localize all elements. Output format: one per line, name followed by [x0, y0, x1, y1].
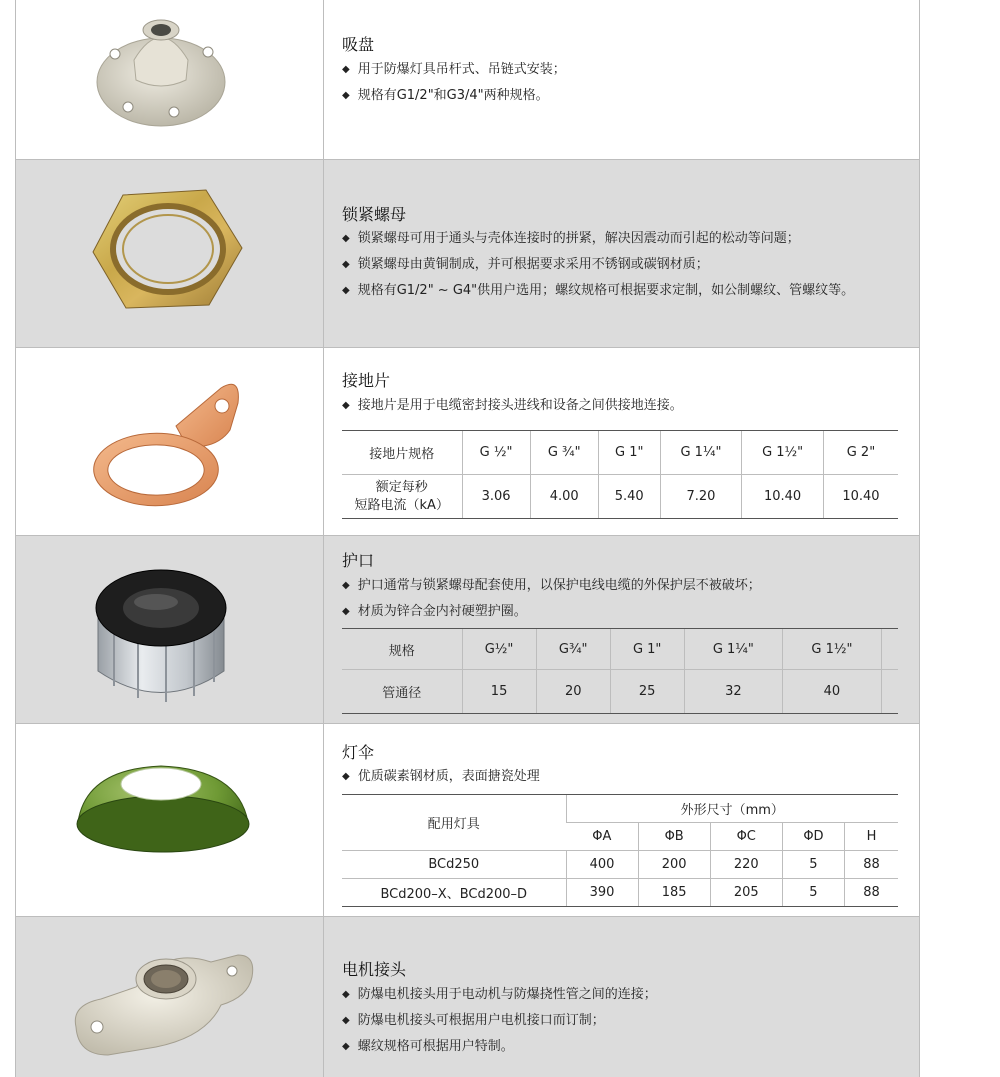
table-header-cell: ΦB: [638, 823, 710, 851]
row-label-line: 额定每秒: [375, 479, 428, 495]
table-header-cell: 规格: [342, 629, 462, 670]
product-title: 电机接头: [342, 960, 407, 979]
product-text-cell: [324, 0, 919, 159]
table-cell: 25: [610, 670, 684, 714]
lamp-shade-image: [16, 724, 323, 916]
product-row-motor-connector: [16, 917, 919, 1077]
product-row-suction-cup: [16, 0, 919, 160]
table-header-cell: G 1½": [742, 431, 824, 475]
table-header-cell: G½": [462, 629, 536, 670]
table-header-cell: G 1": [610, 629, 684, 670]
product-sheet: [15, 0, 920, 1077]
suction-cup-image: [16, 0, 323, 159]
lamp-shade-spec-table: [342, 794, 898, 907]
product-title: 接地片: [342, 371, 391, 390]
product-bullets: [342, 573, 761, 625]
lock-nut-image: [16, 160, 323, 347]
bullet-item: ◆ 规格有G1/2" ~ G4"供用户选用；螺纹规格可根据要求定制，如公制螺纹、管螺纹等。: [342, 278, 854, 304]
table-header-cell: G 1¼": [684, 629, 783, 670]
table-cell: 390: [566, 879, 638, 907]
table-cell: 400: [566, 851, 638, 879]
product-bullets: [342, 226, 854, 304]
table-cell: 15: [462, 670, 536, 714]
bullet-item: ◆ 护口通常与锁紧螺母配套使用，以保护电线电缆的外保护层不被破坏；: [342, 573, 761, 599]
product-text-cell: [324, 917, 919, 1077]
product-text-cell: [324, 724, 919, 916]
product-text-cell: [324, 160, 919, 347]
product-image-cell: [16, 536, 324, 723]
table-header-cell: 配用灯具: [342, 795, 566, 851]
table-cell: 40: [783, 670, 882, 714]
table-row-label: 管通径: [342, 670, 462, 714]
table-cell: 4.00: [530, 475, 598, 519]
bullet-item: ◆ 接地片是用于电缆密封接头进线和设备之间供接地连接。: [342, 393, 683, 419]
product-image-cell: [16, 0, 324, 159]
bullet-item: ◆ 规格有G1/2"和G3/4"两种规格。: [342, 83, 566, 109]
product-bullets: [342, 764, 540, 790]
product-image-cell: [16, 348, 324, 535]
table-cell: 20: [536, 670, 610, 714]
bushing-spec-table: [342, 628, 898, 714]
bullet-item: ◆ 螺纹规格可根据用户特制。: [342, 1034, 657, 1060]
bullet-item: ◆ 防爆电机接头可根据用户电机接口而订制；: [342, 1008, 657, 1034]
bullet-item: ◆ 防爆电机接头用于电动机与防爆挠性管之间的连接；: [342, 982, 657, 1008]
table-header-cell: [881, 629, 898, 670]
table-row-label: BCd200–X、BCd200–D: [342, 879, 566, 907]
table-cell: 7.20: [660, 475, 742, 519]
table-cell: 10.40: [742, 475, 824, 519]
table-cell: 3.06: [462, 475, 530, 519]
bullet-item: ◆ 材质为锌合金内衬硬塑护圈。: [342, 599, 761, 625]
bullet-item: ◆ 锁紧螺母可用于通头与壳体连接时的拼紧，解决因震动而引起的松动等问题；: [342, 226, 854, 252]
table-cell: 220: [710, 851, 782, 879]
grounding-plate-image: [16, 348, 323, 535]
table-header-cell: ΦD: [782, 823, 844, 851]
product-title: 锁紧螺母: [342, 205, 407, 224]
bullet-item: ◆ 锁紧螺母由黄铜制成，并可根据要求采用不锈钢或碳钢材质；: [342, 252, 854, 278]
table-cell: [881, 670, 898, 714]
table-header-cell: ΦA: [566, 823, 638, 851]
table-header-cell: G ½": [462, 431, 530, 475]
bushing-image: [16, 536, 323, 723]
table-header-cell: G ¾": [530, 431, 598, 475]
table-cell: 88: [845, 851, 898, 879]
product-bullets: [342, 393, 683, 419]
product-title: 灯伞: [342, 743, 375, 762]
table-cell: 200: [638, 851, 710, 879]
product-image-cell: [16, 160, 324, 347]
product-image-cell: [16, 724, 324, 916]
product-row-lamp-shade: [16, 724, 919, 917]
row-label-line: 短路电流（kA）: [354, 497, 449, 513]
product-bullets: [342, 982, 657, 1060]
table-header-cell: H: [845, 823, 898, 851]
grounding-spec-table: [342, 430, 898, 519]
product-text-cell: [324, 348, 919, 535]
bullet-item: ◆ 用于防爆灯具吊杆式、吊链式安装；: [342, 57, 566, 83]
table-group-header: 外形尺寸（mm）: [566, 795, 898, 823]
table-header-cell: 接地片规格: [342, 431, 462, 475]
table-cell: 5: [782, 879, 844, 907]
product-row-grounding-plate: [16, 348, 919, 536]
table-row-label: BCd250: [342, 851, 566, 879]
table-header-cell: ΦC: [710, 823, 782, 851]
product-row-bushing: [16, 536, 919, 724]
table-cell: 5.40: [598, 475, 660, 519]
table-cell: 5: [782, 851, 844, 879]
table-cell: 185: [638, 879, 710, 907]
table-header-cell: G 1": [598, 431, 660, 475]
table-header-cell: G¾": [536, 629, 610, 670]
table-cell: 88: [845, 879, 898, 907]
bullet-item: ◆ 优质碳素钢材质，表面搪瓷处理: [342, 764, 540, 790]
product-image-cell: [16, 917, 324, 1077]
product-title: 吸盘: [342, 35, 375, 54]
table-cell: 10.40: [823, 475, 898, 519]
table-header-cell: G 1¼": [660, 431, 742, 475]
product-row-lock-nut: [16, 160, 919, 348]
product-bullets: [342, 57, 566, 109]
table-header-cell: G 2": [823, 431, 898, 475]
table-header-cell: G 1½": [783, 629, 882, 670]
table-cell: 205: [710, 879, 782, 907]
motor-connector-image: [16, 917, 323, 1077]
product-title: 护口: [342, 551, 375, 570]
table-row-label: [342, 475, 462, 519]
table-cell: 32: [684, 670, 783, 714]
product-text-cell: [324, 536, 919, 723]
